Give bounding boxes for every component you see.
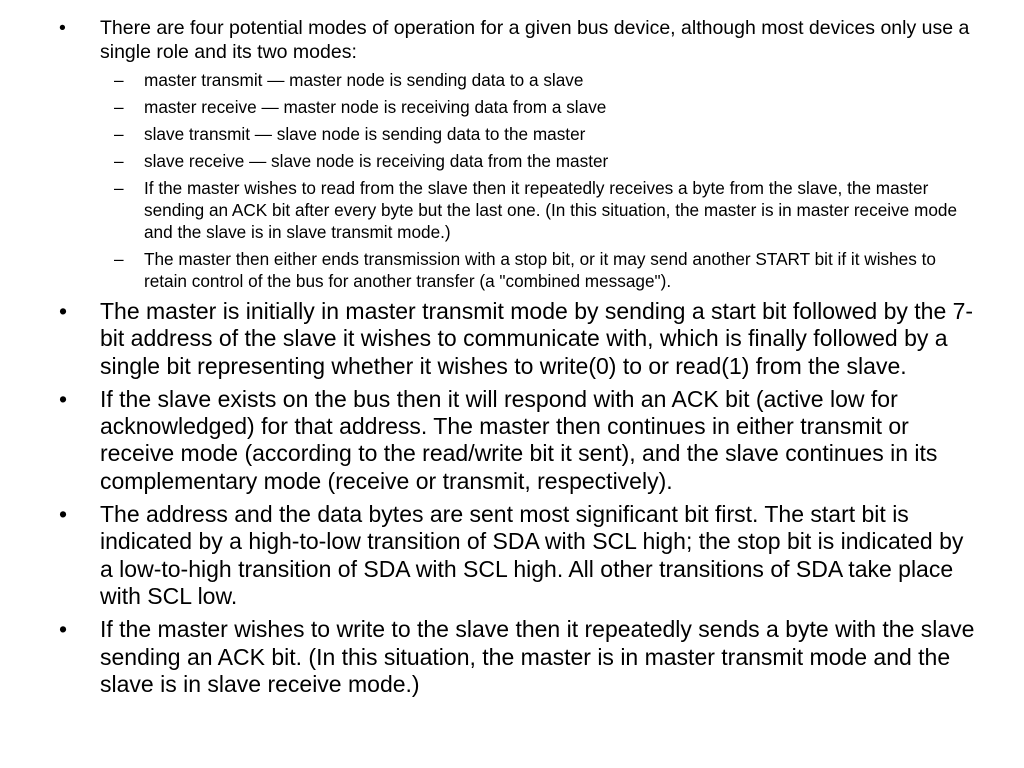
bullet-text: There are four potential modes of operation for a given bus device, although most devices only use a single role and its two modes: [100, 17, 970, 63]
dash-icon: – [114, 151, 124, 171]
sub-item-text: master receive — master node is receiving data from a slave [144, 97, 607, 117]
bullet-text: The address and the data bytes are sent most significant bit first. The start bit is indicated by a high-to-low transition of SDA with SCL high; the stop bit is indicated by a low-to-high transition of SDA with SCL high. All other transitions of SDA take place with SCL low. [100, 501, 964, 609]
bullet-text: If the master wishes to write to the slave then it repeatedly sends a byte with the slave sending an ACK bit. (In this situation, the master is in master transmit mode and the slave is in slave receive mode.) [100, 616, 975, 697]
dash-icon: – [114, 97, 124, 117]
sub-item-text: slave transmit — slave node is sending data to the master [144, 124, 586, 144]
dash-icon: – [114, 124, 124, 144]
sub-item-end-transmission [100, 248, 979, 292]
bullet-icon: • [59, 501, 68, 528]
sub-item-text: The master then either ends transmission with a stop bit, or it may send another START bit if it wishes to retain control of the bus for another transfer (a "combined message"). [144, 249, 936, 291]
dash-icon: – [114, 178, 124, 198]
bullet-item-master-initial [59, 298, 979, 380]
sub-item-master-receive [100, 96, 979, 118]
bullet-item-bit-order [59, 501, 979, 610]
bullet-item-modes [59, 16, 979, 292]
sub-item-read-from-slave [100, 177, 979, 243]
bullet-item-slave-ack [59, 386, 979, 495]
bullet-text: If the slave exists on the bus then it will respond with an ACK bit (active low for acknowledged) for that address. The master then continues in either transmit or receive mode (according to the read/write bit it sent), and the slave continues in its complementary mode (receive or transmit, respectively). [100, 385, 938, 494]
sub-item-slave-transmit [100, 123, 979, 145]
bullet-icon: • [59, 298, 68, 324]
sub-list [100, 69, 979, 292]
sub-item-text: If the master wishes to read from the slave then it repeatedly receives a byte from the slave, the master sending an ACK bit after every byte but the last one. (In this situation, the master is in master receive mode and the slave is in slave transmit mode.) [144, 178, 957, 242]
dash-icon: – [114, 70, 124, 90]
bullet-icon: • [59, 616, 68, 643]
bullet-icon: • [59, 385, 68, 412]
sub-item-slave-receive [100, 150, 979, 172]
sub-item-master-transmit [100, 69, 979, 91]
sub-item-text: master transmit — master node is sending data to a slave [144, 70, 584, 90]
bullet-item-write-to-slave [59, 616, 979, 698]
bullet-icon: • [59, 17, 66, 39]
bullet-text: The master is initially in master transmit mode by sending a start bit followed by the 7-bit address of the slave it wishes to communicate with, which is finally followed by a single bit representing whether it wishes to write(0) to or read(1) from the slave. [100, 298, 974, 379]
dash-icon: – [114, 249, 124, 269]
sub-item-text: slave receive — slave node is receiving data from the master [144, 151, 609, 171]
bullet-list [59, 16, 979, 698]
